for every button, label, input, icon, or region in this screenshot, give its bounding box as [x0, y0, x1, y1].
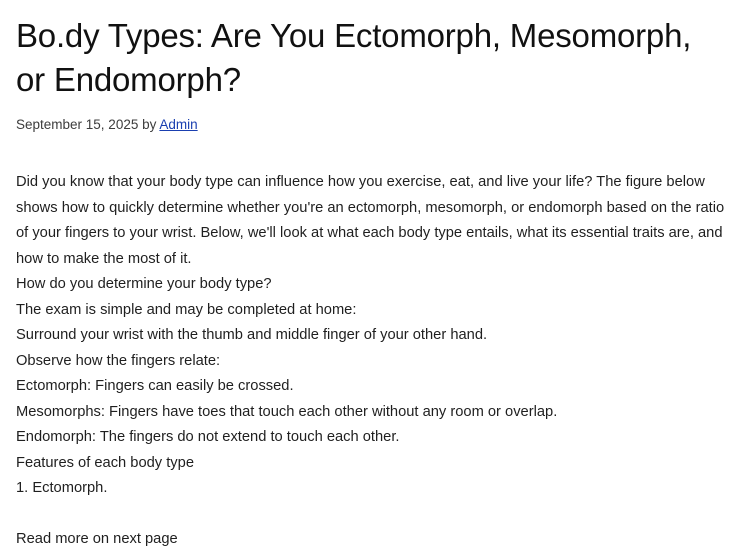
- paragraph: How do you determine your body type?: [16, 276, 272, 292]
- paragraph: Mesomorphs: Fingers have toes that touch each other without any room or overlap.: [16, 403, 558, 420]
- paragraph: Features of each body type: [16, 454, 194, 471]
- paragraph: 1. Ectomorph.: [16, 480, 108, 496]
- article-body: [16, 170, 728, 552]
- publish-date: September 15, 2025: [16, 117, 139, 132]
- paragraph: The exam is simple and may be completed at home:: [16, 301, 357, 318]
- paragraph-spacer: [16, 502, 728, 527]
- article-meta: [16, 116, 728, 134]
- paragraph: Endomorph: The fingers do not extend to touch each other.: [16, 429, 400, 445]
- byline-label: by: [142, 117, 157, 132]
- paragraph: Did you know that your body type can influence how you exercise, eat, and live your life? The figure below shows how to quickly determine whether you're an ectomorph, mesomorph, or endomorph based on the ratio of your fingers to your wrist. Below, we'll look at what each body type entails, what its essential traits are, and how to make the most of it.: [16, 174, 725, 267]
- paragraph: Surround your wrist with the thumb and middle finger of your other hand.: [16, 327, 488, 343]
- paragraph: Ectomorph: Fingers can easily be crossed.: [16, 378, 294, 394]
- author-link[interactable]: Admin: [159, 117, 198, 132]
- read-more-link[interactable]: Read more on next page: [16, 530, 178, 547]
- paragraph: Observe how the fingers relate:: [16, 352, 221, 369]
- page-title: Bo.dy Types: Are You Ectomorph, Mesomorph, or Endomorph?: [16, 17, 692, 98]
